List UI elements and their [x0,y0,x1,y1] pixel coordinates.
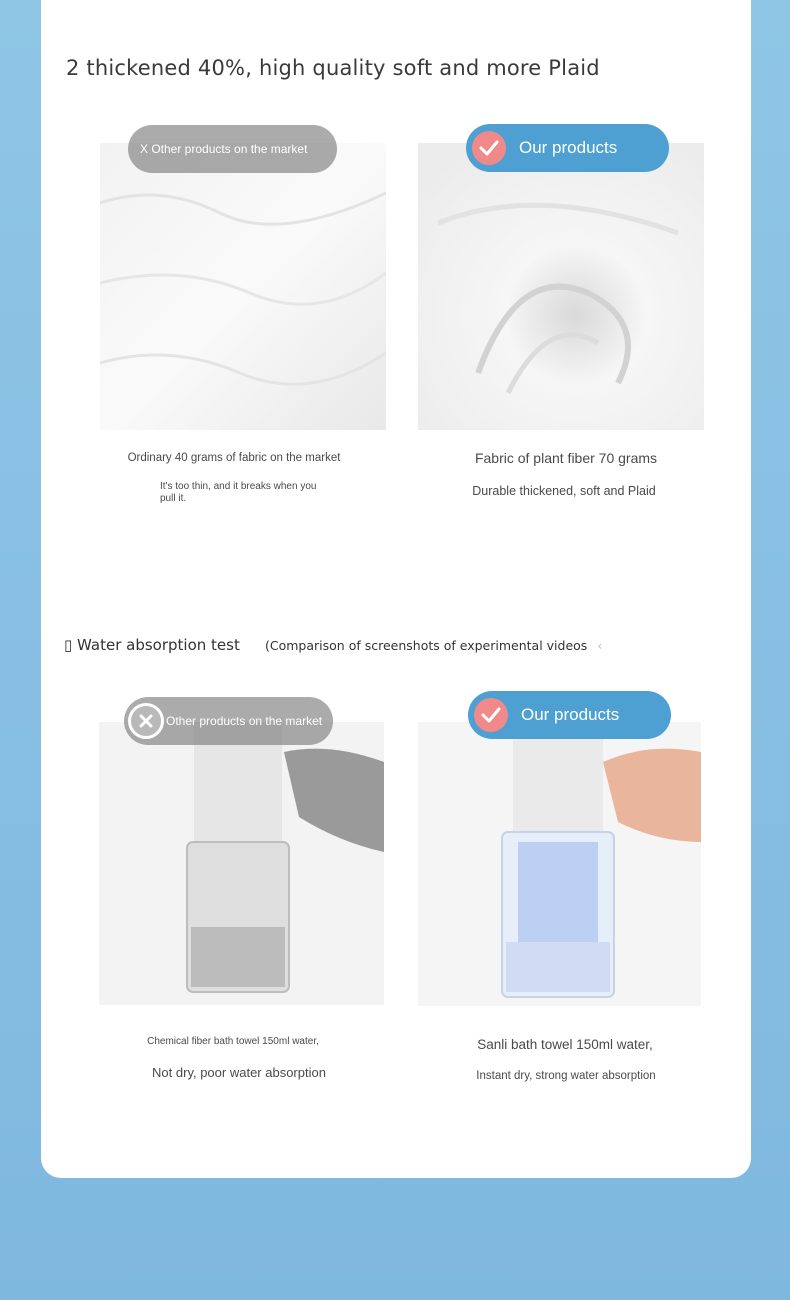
chemical-fiber-test-photo [99,722,384,1005]
close-icon [128,703,164,739]
market-fabric-note: It's too thin, and it breaks when you pull it. [160,481,317,504]
chemical-fiber-caption: Chemical fiber bath towel 150ml water, [147,1036,319,1047]
badge-other-products: X Other products on the market [128,125,337,173]
section-title-thickness: 2 thickened 40%, high quality soft and more Plaid [66,56,600,80]
check-icon [472,131,506,165]
check-icon [474,698,508,732]
plant-fiber-note: Durable thickened, soft and Plaid [472,484,656,498]
market-fabric-photo [100,143,386,430]
sanli-towel-caption: Sanli bath towel 150ml water, [477,1037,653,1052]
plant-fiber-fabric-photo [418,143,704,430]
sanli-towel-note: Instant dry, strong water absorption [476,1070,656,1082]
sanli-towel-test-photo [418,722,701,1006]
section-title-water-test: ▯ Water absorption test [64,636,240,654]
badge-our-products-water: Our products [468,691,671,739]
badge-our-products: Our products [466,124,669,172]
market-fabric-caption: Ordinary 40 grams of fabric on the market [127,452,341,464]
plant-fiber-caption: Fabric of plant fiber 70 grams [474,450,658,466]
badge-other-products-water: Other products on the market [124,697,333,745]
chemical-fiber-note: Not dry, poor water absorption [152,1065,326,1080]
section-subtitle-water-test: (Comparison of screenshots of experimental videos ‹ [265,638,603,653]
